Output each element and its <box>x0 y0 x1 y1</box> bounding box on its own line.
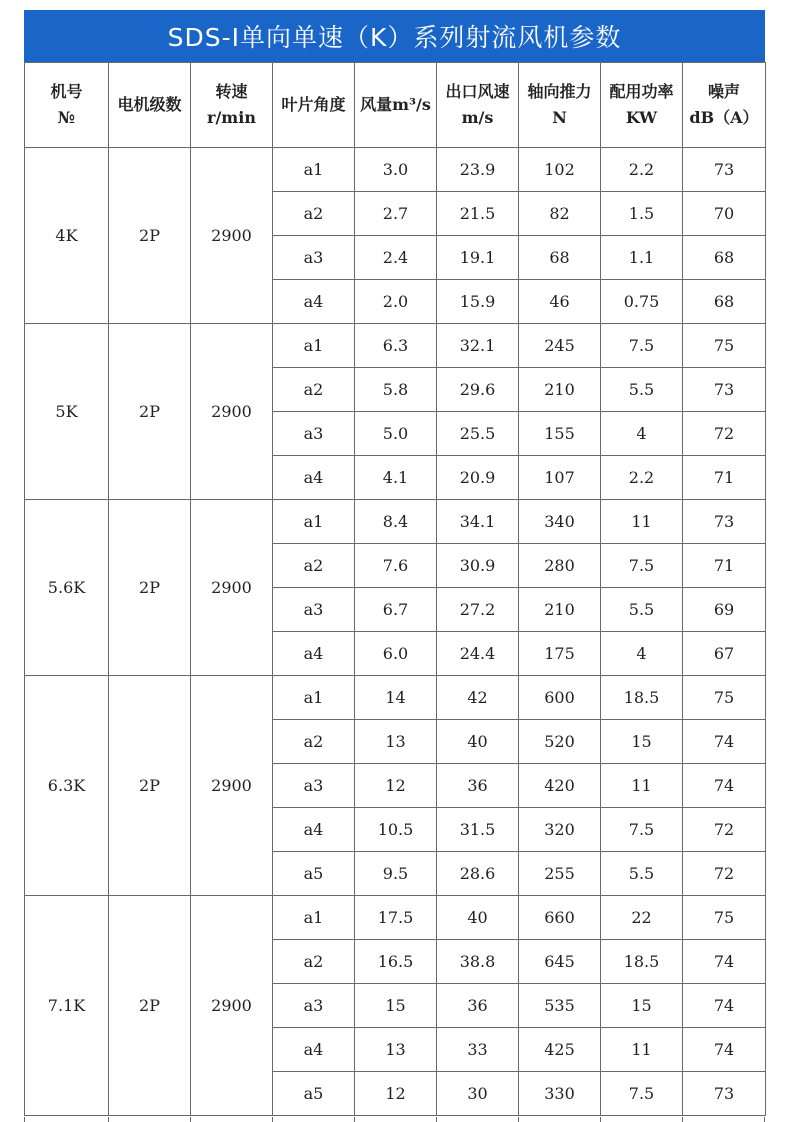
poles-cell: 2P <box>109 148 191 324</box>
power-cell: 11 <box>601 1028 683 1072</box>
power-cell: 1.1 <box>601 236 683 280</box>
noise-cell: 70 <box>683 192 766 236</box>
power-cell: 2.2 <box>601 148 683 192</box>
airflow-cell: 9.5 <box>355 852 437 896</box>
power-cell: 18.5 <box>601 676 683 720</box>
noise-cell: 74 <box>683 1028 766 1072</box>
header-line: 轴向推力 <box>527 82 592 101</box>
table-body <box>25 148 766 1116</box>
blade-angle-cell: a2 <box>273 368 355 412</box>
noise-cell: 71 <box>683 456 766 500</box>
table-row <box>25 500 766 544</box>
model-cell: 7.1K <box>25 896 109 1116</box>
header-line: 噪声 <box>707 82 740 101</box>
airflow-cell: 12 <box>355 1072 437 1116</box>
airflow-cell: 8.4 <box>355 500 437 544</box>
thrust-cell: 68 <box>519 236 601 280</box>
noise-cell: 72 <box>683 852 766 896</box>
noise-cell: 74 <box>683 720 766 764</box>
speed-cell: 2900 <box>191 148 273 324</box>
outlet-velocity-cell: 36 <box>437 764 519 808</box>
power-cell: 15 <box>601 984 683 1028</box>
noise-cell: 72 <box>683 412 766 456</box>
blade-angle-cell: a1 <box>273 500 355 544</box>
header-line: 机号 <box>50 82 83 101</box>
header-line: 叶片角度 <box>281 95 346 114</box>
power-cell: 5.5 <box>601 588 683 632</box>
blade-angle-cell: a3 <box>273 588 355 632</box>
header-line: N <box>552 108 567 127</box>
noise-cell: 68 <box>683 280 766 324</box>
airflow-cell: 5.8 <box>355 368 437 412</box>
fan-spec-table <box>24 62 766 1116</box>
header-line: KW <box>625 108 658 127</box>
speed-cell: 2900 <box>191 324 273 500</box>
poles-cell: 2P <box>109 676 191 896</box>
noise-cell: 75 <box>683 676 766 720</box>
blade-angle-cell: a2 <box>273 192 355 236</box>
model-cell: 5K <box>25 324 109 500</box>
poles-cell: 2P <box>109 324 191 500</box>
speed-cell: 2900 <box>191 500 273 676</box>
airflow-cell: 2.7 <box>355 192 437 236</box>
outlet-velocity-cell: 20.9 <box>437 456 519 500</box>
power-cell: 4 <box>601 632 683 676</box>
header-row <box>25 63 766 148</box>
thrust-cell: 330 <box>519 1072 601 1116</box>
table-title-bar <box>24 10 765 62</box>
poles-cell: 2P <box>109 500 191 676</box>
power-cell: 18.5 <box>601 940 683 984</box>
outlet-velocity-cell: 23.9 <box>437 148 519 192</box>
power-cell: 22 <box>601 896 683 940</box>
power-cell: 7.5 <box>601 808 683 852</box>
noise-cell: 73 <box>683 1072 766 1116</box>
col-model-header <box>25 63 109 148</box>
power-cell: 1.5 <box>601 192 683 236</box>
airflow-cell: 6.0 <box>355 632 437 676</box>
blade-angle-cell: a3 <box>273 412 355 456</box>
noise-cell: 67 <box>683 632 766 676</box>
header-line: dB（A） <box>689 108 759 127</box>
noise-cell: 74 <box>683 940 766 984</box>
header-line: r/min <box>207 108 256 127</box>
thrust-cell: 102 <box>519 148 601 192</box>
outlet-velocity-cell: 40 <box>437 720 519 764</box>
thrust-cell: 320 <box>519 808 601 852</box>
page-title: SDS-I单向单速（K）系列射流风机参数 <box>167 23 622 52</box>
blade-angle-cell: a2 <box>273 544 355 588</box>
table-row <box>25 148 766 192</box>
airflow-cell: 16.5 <box>355 940 437 984</box>
blade-angle-cell: a3 <box>273 236 355 280</box>
outlet-velocity-cell: 21.5 <box>437 192 519 236</box>
power-cell: 11 <box>601 500 683 544</box>
airflow-cell: 7.6 <box>355 544 437 588</box>
poles-cell: 2P <box>109 896 191 1116</box>
header-line: 风量m³/s <box>360 95 431 114</box>
blade-angle-cell: a2 <box>273 940 355 984</box>
model-cell: 6.3K <box>25 676 109 896</box>
noise-cell: 73 <box>683 500 766 544</box>
col-outlet-velocity-header <box>437 63 519 148</box>
blade-angle-cell: a5 <box>273 852 355 896</box>
header-line: 转速 <box>215 82 248 101</box>
header-line: 电机级数 <box>117 95 182 114</box>
outlet-velocity-cell: 15.9 <box>437 280 519 324</box>
outlet-velocity-cell: 24.4 <box>437 632 519 676</box>
col-speed-header <box>191 63 273 148</box>
thrust-cell: 340 <box>519 500 601 544</box>
outlet-velocity-cell: 29.6 <box>437 368 519 412</box>
outlet-velocity-cell: 30 <box>437 1072 519 1116</box>
outlet-velocity-cell: 38.8 <box>437 940 519 984</box>
outlet-velocity-cell: 34.1 <box>437 500 519 544</box>
thrust-cell: 107 <box>519 456 601 500</box>
outlet-velocity-cell: 30.9 <box>437 544 519 588</box>
outlet-velocity-cell: 36 <box>437 984 519 1028</box>
col-blade-angle-header <box>273 63 355 148</box>
power-cell: 0.75 <box>601 280 683 324</box>
airflow-cell: 12 <box>355 764 437 808</box>
blade-angle-cell: a5 <box>273 1072 355 1116</box>
outlet-velocity-cell: 42 <box>437 676 519 720</box>
airflow-cell: 3.0 <box>355 148 437 192</box>
thrust-cell: 210 <box>519 368 601 412</box>
airflow-cell: 2.4 <box>355 236 437 280</box>
thrust-cell: 175 <box>519 632 601 676</box>
airflow-cell: 14 <box>355 676 437 720</box>
outlet-velocity-cell: 25.5 <box>437 412 519 456</box>
power-cell: 11 <box>601 764 683 808</box>
noise-cell: 69 <box>683 588 766 632</box>
thrust-cell: 660 <box>519 896 601 940</box>
power-cell: 5.5 <box>601 852 683 896</box>
thrust-cell: 155 <box>519 412 601 456</box>
blade-angle-cell: a4 <box>273 280 355 324</box>
table-row <box>25 324 766 368</box>
col-poles-header <box>109 63 191 148</box>
table-continuation-edge <box>24 1117 765 1122</box>
blade-angle-cell: a1 <box>273 676 355 720</box>
outlet-velocity-cell: 33 <box>437 1028 519 1072</box>
col-airflow-header <box>355 63 437 148</box>
blade-angle-cell: a3 <box>273 984 355 1028</box>
outlet-velocity-cell: 28.6 <box>437 852 519 896</box>
blade-angle-cell: a4 <box>273 808 355 852</box>
airflow-cell: 17.5 <box>355 896 437 940</box>
airflow-cell: 13 <box>355 720 437 764</box>
noise-cell: 75 <box>683 896 766 940</box>
power-cell: 4 <box>601 412 683 456</box>
power-cell: 7.5 <box>601 1072 683 1116</box>
blade-angle-cell: a4 <box>273 456 355 500</box>
airflow-cell: 6.7 <box>355 588 437 632</box>
blade-angle-cell: a1 <box>273 324 355 368</box>
model-cell: 5.6K <box>25 500 109 676</box>
thrust-cell: 46 <box>519 280 601 324</box>
noise-cell: 75 <box>683 324 766 368</box>
outlet-velocity-cell: 31.5 <box>437 808 519 852</box>
power-cell: 7.5 <box>601 324 683 368</box>
noise-cell: 72 <box>683 808 766 852</box>
power-cell: 2.2 <box>601 456 683 500</box>
outlet-velocity-cell: 27.2 <box>437 588 519 632</box>
power-cell: 7.5 <box>601 544 683 588</box>
col-power-header <box>601 63 683 148</box>
airflow-cell: 6.3 <box>355 324 437 368</box>
header-line: m/s <box>461 108 494 127</box>
model-cell: 4K <box>25 148 109 324</box>
outlet-velocity-cell: 19.1 <box>437 236 519 280</box>
blade-angle-cell: a3 <box>273 764 355 808</box>
thrust-cell: 210 <box>519 588 601 632</box>
thrust-cell: 600 <box>519 676 601 720</box>
blade-angle-cell: a4 <box>273 632 355 676</box>
noise-cell: 73 <box>683 368 766 412</box>
airflow-cell: 13 <box>355 1028 437 1072</box>
outlet-velocity-cell: 32.1 <box>437 324 519 368</box>
airflow-cell: 10.5 <box>355 808 437 852</box>
table-row <box>25 676 766 720</box>
thrust-cell: 520 <box>519 720 601 764</box>
outlet-velocity-cell: 40 <box>437 896 519 940</box>
col-thrust-header <box>519 63 601 148</box>
header-line: 配用功率 <box>609 82 674 101</box>
header-line: 出口风速 <box>445 82 510 101</box>
thrust-cell: 255 <box>519 852 601 896</box>
thrust-cell: 82 <box>519 192 601 236</box>
blade-angle-cell: a4 <box>273 1028 355 1072</box>
header-line: № <box>57 108 76 127</box>
thrust-cell: 425 <box>519 1028 601 1072</box>
speed-cell: 2900 <box>191 676 273 896</box>
noise-cell: 74 <box>683 764 766 808</box>
speed-cell: 2900 <box>191 896 273 1116</box>
blade-angle-cell: a2 <box>273 720 355 764</box>
noise-cell: 71 <box>683 544 766 588</box>
power-cell: 15 <box>601 720 683 764</box>
thrust-cell: 280 <box>519 544 601 588</box>
thrust-cell: 645 <box>519 940 601 984</box>
col-noise-header <box>683 63 766 148</box>
airflow-cell: 5.0 <box>355 412 437 456</box>
thrust-cell: 535 <box>519 984 601 1028</box>
airflow-cell: 15 <box>355 984 437 1028</box>
airflow-cell: 2.0 <box>355 280 437 324</box>
power-cell: 5.5 <box>601 368 683 412</box>
airflow-cell: 4.1 <box>355 456 437 500</box>
thrust-cell: 245 <box>519 324 601 368</box>
blade-angle-cell: a1 <box>273 896 355 940</box>
blade-angle-cell: a1 <box>273 148 355 192</box>
noise-cell: 74 <box>683 984 766 1028</box>
thrust-cell: 420 <box>519 764 601 808</box>
noise-cell: 68 <box>683 236 766 280</box>
noise-cell: 73 <box>683 148 766 192</box>
table-row <box>25 896 766 940</box>
